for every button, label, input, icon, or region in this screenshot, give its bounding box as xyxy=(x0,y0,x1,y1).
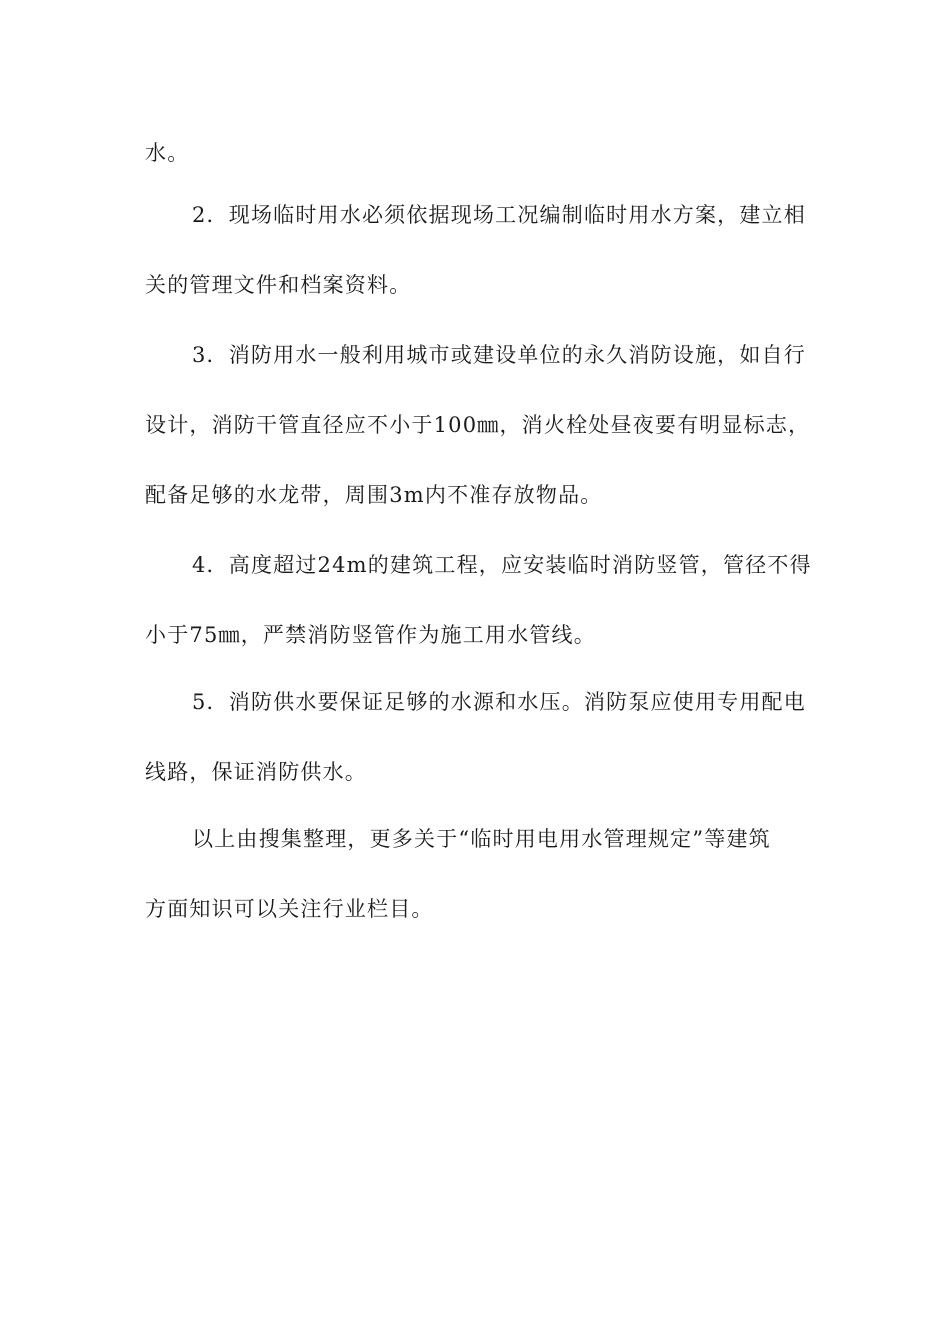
paragraph-line: 关的管理文件和档案资料。 xyxy=(145,273,412,297)
paragraph-line: 小于75㎜，严禁消防竖管作为施工用水管线。 xyxy=(145,623,596,647)
paragraph-line: 设计，消防干管直径应不小于100㎜，消火栓处昼夜要有明显标志， xyxy=(145,413,811,437)
paragraph-line: 2．现场临时用水必须依据现场工况编制临时用水方案，建立相 xyxy=(192,203,806,227)
paragraph-line: 5．消防供水要保证足够的水源和水压。消防泵应使用专用配电 xyxy=(192,690,806,714)
paragraph-line: 4．高度超过24m的建筑工程，应安装临时消防竖管，管径不得 xyxy=(192,553,812,577)
paragraph-line: 以上由搜集整理，更多关于“临时用电用水管理规定”等建筑 xyxy=(192,827,771,851)
paragraph-line: 水。 xyxy=(145,141,190,165)
paragraph-line: 方面知识可以关注行业栏目。 xyxy=(145,897,434,921)
paragraph-line: 3．消防用水一般利用城市或建设单位的永久消防设施，如自行 xyxy=(192,343,806,367)
paragraph-line: 配备足够的水龙带，周围3m内不准存放物品。 xyxy=(145,483,603,507)
paragraph-line: 线路，保证消防供水。 xyxy=(145,760,367,784)
